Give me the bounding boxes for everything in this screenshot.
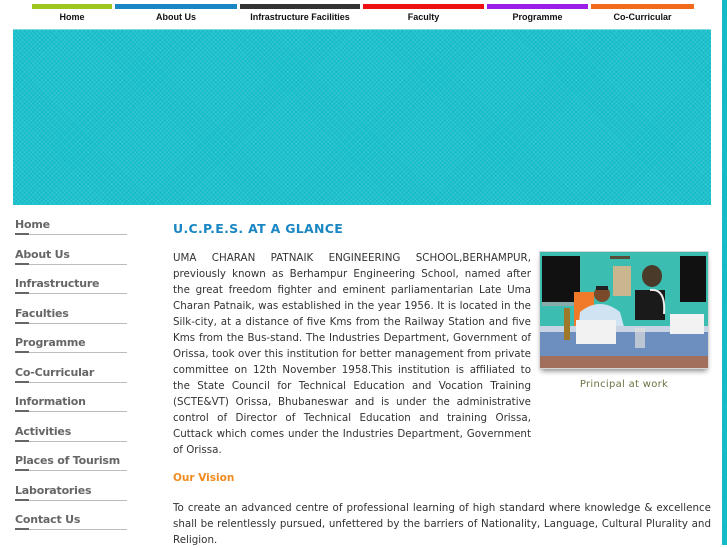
vision-heading: Our Vision — [173, 472, 235, 484]
header-banner — [13, 29, 711, 205]
top-nav — [32, 4, 697, 24]
sidebar-item-infrastructure[interactable]: Infrastructure — [14, 275, 128, 305]
accent-mark — [15, 381, 29, 383]
sidebar-item-about-us[interactable]: About Us — [14, 246, 128, 276]
nav-tab-infrastructure[interactable]: Infrastructure Facilities — [240, 4, 360, 24]
photo-caption: Principal at work — [579, 379, 669, 390]
tab-color-bar — [363, 4, 484, 9]
divider — [15, 470, 127, 471]
sidebar-item-activities[interactable]: Activities — [14, 423, 128, 453]
accent-mark — [15, 528, 29, 530]
divider — [15, 234, 127, 235]
accent-mark — [15, 292, 29, 294]
divider — [15, 382, 127, 383]
accent-mark — [15, 410, 29, 412]
nav-tab-home[interactable]: Home — [32, 4, 112, 24]
divider — [15, 264, 127, 265]
sidebar-nav — [14, 216, 128, 541]
nav-tab-programme[interactable]: Programme — [487, 4, 588, 24]
tab-color-bar — [115, 4, 237, 9]
page-title: U.C.P.E.S. AT A GLANCE — [173, 221, 344, 236]
right-edge-decoration — [722, 0, 727, 545]
accent-mark — [15, 440, 29, 442]
tab-color-bar — [32, 4, 112, 9]
accent-mark — [15, 499, 29, 501]
accent-mark — [15, 233, 29, 235]
nav-tab-faculty[interactable]: Faculty — [363, 4, 484, 24]
sidebar-item-home[interactable]: Home — [14, 216, 128, 246]
tab-color-bar — [591, 4, 694, 9]
sidebar-item-programme[interactable]: Programme — [14, 334, 128, 364]
accent-mark — [15, 322, 29, 324]
tab-color-bar — [487, 4, 588, 9]
divider — [15, 529, 127, 530]
divider — [15, 293, 127, 294]
accent-mark — [15, 351, 29, 353]
nav-tab-about-us[interactable]: About Us — [115, 4, 237, 24]
sidebar-item-laboratories[interactable]: Laboratories — [14, 482, 128, 512]
divider — [15, 500, 127, 501]
principal-photo-figure — [539, 251, 709, 390]
divider — [15, 441, 127, 442]
sidebar-item-contact-us[interactable]: Contact Us — [14, 511, 128, 541]
sidebar-item-co-curricular[interactable]: Co-Curricular — [14, 364, 128, 394]
accent-mark — [15, 469, 29, 471]
sidebar-item-information[interactable]: Information — [14, 393, 128, 423]
sidebar-item-faculties[interactable]: Faculties — [14, 305, 128, 335]
divider — [15, 323, 127, 324]
nav-tab-co-curricular[interactable]: Co-Curricular — [591, 4, 694, 24]
principal-at-desk-image — [540, 252, 708, 368]
principal-photo — [539, 251, 709, 369]
sidebar-item-places-of-tourism[interactable]: Places of Tourism — [14, 452, 128, 482]
vision-paragraph: To create an advanced centre of professional learning of high standard where knowledge & excellence shall be relentlessly pursued, unfettered by the barriers of Nationality, Language, Cultural Plurality and Religion. — [173, 502, 711, 546]
intro-paragraph: UMA CHARAN PATNAIK ENGINEERING SCHOOL,BERHAMPUR, previously known as Berhampur Engineering School, named after the great freedom fighter and eminent parliamentarian Late Uma Charan Patnaik, was established in the year 1956. It is located in the Silk-city, at a distance of five Kms from the Railway Station and five Kms from the Bus-stand. The Industries Department, Government of Orissa, took over this institution for better management from private committee on 12th November 1958.This institution is affiliated to the State Council for Technical Education and Vocation Training (SCTE&VT) Orissa, Bhubaneswar and is under the administrative control of Director of Technical Education and training Orissa, Cuttack which comes under the Industries Department, Government of Orissa. — [173, 252, 531, 456]
divider — [15, 411, 127, 412]
tab-color-bar — [240, 4, 360, 9]
divider — [15, 352, 127, 353]
accent-mark — [15, 263, 29, 265]
